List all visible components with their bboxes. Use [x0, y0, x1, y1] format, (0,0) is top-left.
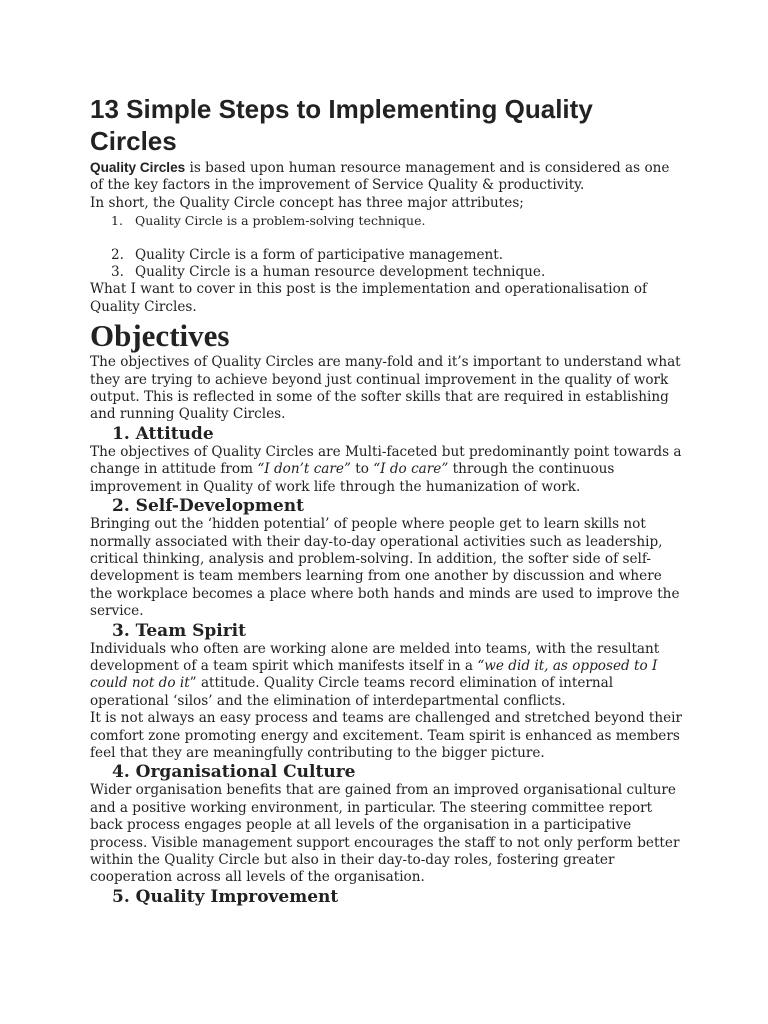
intro-lead-term: Quality Circles — [90, 160, 186, 175]
team-spirit-quote: “we did it, as opposed to I could not do it — [90, 657, 658, 692]
team-spirit-text-2: ” attitude. Quality Circle teams record elimination of internal operational ‘silos’ and the elimination of interdepartmental conflicts. — [90, 675, 614, 709]
self-development-paragraph: Bringing out the ‘hidden potential’ of people where people get to learn skills not normally associated with their day-to-day operational activities such as leadership, critical thinking, analysis and problem-solving. In addition, the softer side of self-development is team members learning from one another by discussion and where the workplace becomes a place where both hands and minds are used to improve the service. — [90, 516, 680, 620]
cover-paragraph: What I want to cover in this post is the implementation and operationalisation of Quality Circles. — [90, 281, 648, 315]
intro-lead-text: is based upon human resource management and is considered as one of the key factors in the improvement of Service Quality & productivity. — [90, 160, 670, 194]
culture-paragraph: Wider organisation benefits that are gained from an improved organisational culture and a positive working environment, in particular. The steering committee report back process engages people at all levels of the organisation in a participative process. Visible management support encourages the staff to not only perform better within the Quality Circle but also in their day-to-day roles, fostering greater cooperation across all levels of the organisation. — [90, 782, 680, 886]
team-spirit-paragraph — [90, 641, 684, 711]
culture-heading: 4. Organisational Culture — [112, 762, 356, 783]
list-text: Quality Circle is a form of participative management. — [135, 246, 504, 263]
team-spirit-heading: 3. Team Spirit — [112, 620, 246, 641]
list-text: Quality Circle is a human resource development technique. — [135, 264, 546, 281]
intro-summary: In short, the Quality Circle concept has three major attributes; — [90, 194, 524, 211]
team-spirit-paragraph-2: It is not always an easy process and teams are challenged and stretched beyond their comfort zone promoting energy and excitement. Team spirit is enhanced as members feel that they are meaningfully contributing to the bigger picture. — [90, 710, 682, 761]
attitude-text-3: through the continuous improvement in Quality of work life through the humanization of work. — [90, 461, 615, 495]
attributes-list — [90, 212, 684, 281]
article — [90, 93, 684, 907]
page-title: 13 Simple Steps to Implementing Quality Circles — [90, 94, 593, 156]
list-text: Quality Circle is a problem-solving technique. — [135, 213, 426, 229]
objectives-intro: The objectives of Quality Circles are many-fold and it’s important to understand what they are trying to achieve beyond just continual improvement in the quality of work output. This is reflected in some of the softer skills that are required in establishing and running Quality Circles. — [90, 354, 681, 423]
list-number: 2. — [111, 246, 124, 263]
objectives-heading: Objectives — [90, 318, 230, 354]
attitude-quote-2: “I do care” — [373, 461, 449, 478]
attitude-text-1: The objectives of Quality Circles are Multi-faceted but predominantly point towards a change in attitude from — [90, 443, 682, 478]
intro-paragraph — [90, 159, 684, 195]
list-item — [90, 264, 684, 281]
self-development-heading: 2. Self-Development — [112, 496, 304, 517]
list-number: 1. — [111, 213, 123, 229]
team-spirit-text-1: Individuals who often are working alone are melded into teams, with the resultant development of a team spirit which manifests itself in a — [90, 640, 660, 674]
list-item — [90, 212, 684, 229]
list-number: 3. — [111, 264, 124, 281]
quality-improvement-heading: 5. Quality Improvement — [112, 886, 339, 907]
attitude-text-2: to — [350, 461, 374, 478]
attitude-paragraph — [90, 444, 684, 496]
attitude-quote-1: “I don’t care” — [257, 461, 351, 478]
attitude-heading: 1. Attitude — [112, 423, 214, 444]
list-item — [90, 247, 684, 264]
